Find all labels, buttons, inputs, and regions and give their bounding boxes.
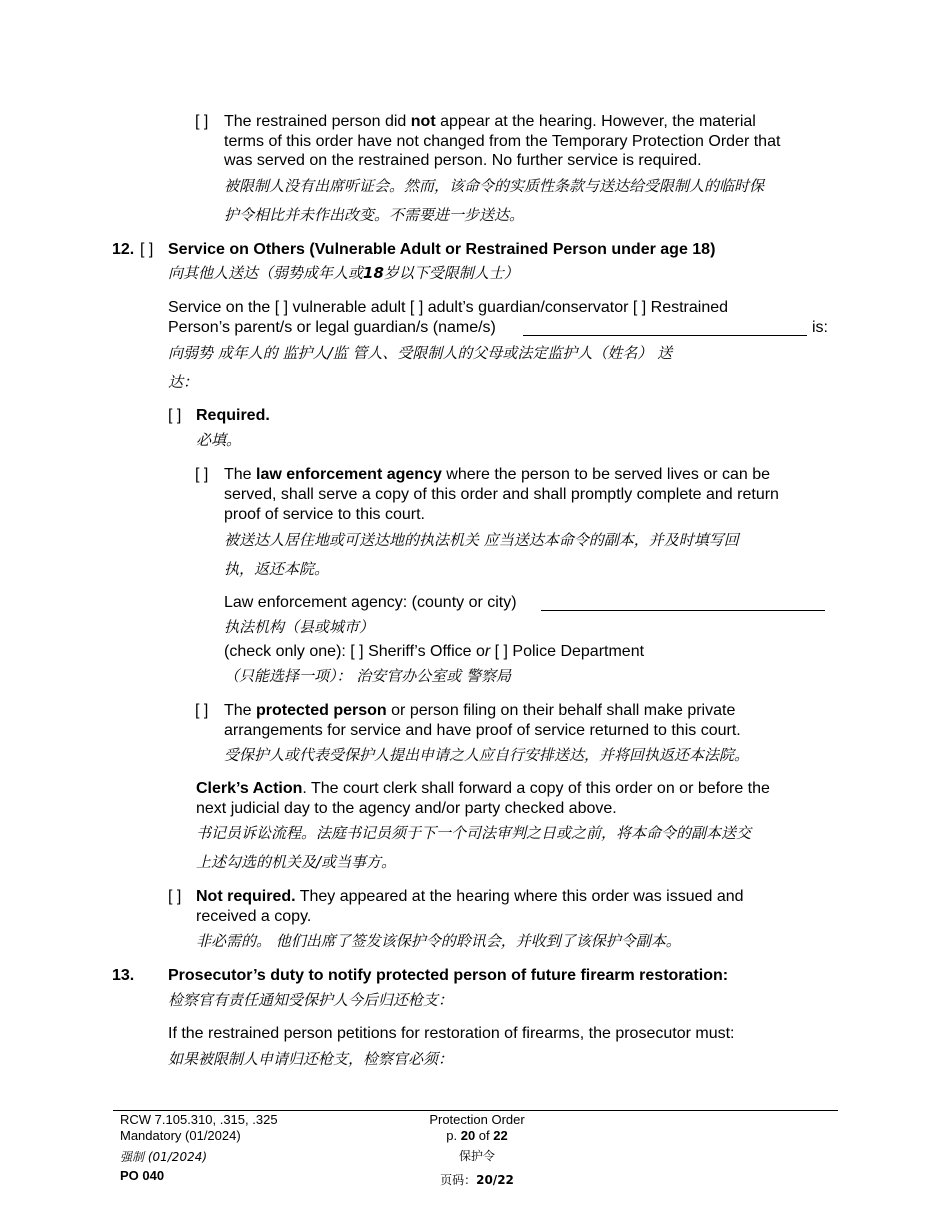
- not-required-zh: 非必需的。 他们出席了签发该保护令的聆讯会，并收到了该保护令副本。: [196, 932, 681, 950]
- page-total: 22: [493, 1128, 508, 1143]
- no-further-service-line-2: terms of this order have not changed from the Temporary Protection Order that: [224, 133, 781, 150]
- checkbox-no-further-service[interactable]: [ ]: [195, 113, 209, 130]
- footer-page-number: [377, 1128, 577, 1144]
- text-segment: 页码：: [440, 1173, 477, 1187]
- service-on-zh-2: 达：: [168, 373, 199, 391]
- not-required-line-1: [196, 887, 744, 907]
- text-segment: 20/22: [476, 1173, 514, 1187]
- agency-field[interactable]: [541, 610, 825, 611]
- clerk-action-heading: Clerk’s Action: [196, 780, 303, 797]
- required-label-zh: 必填。: [196, 431, 242, 449]
- text-segment: [ ] Police Department: [490, 643, 645, 660]
- footer-rcw: RCW 7.105.310, .315, .325: [120, 1112, 278, 1127]
- footer-divider: [113, 1110, 838, 1111]
- not-required-label: Not required.: [196, 888, 296, 905]
- footer-mandatory: Mandatory (01/2024): [120, 1128, 241, 1143]
- protected-person-zh: 受保护人或代表受保护人提出申请之人应自行安排送达，并将回执返还本法院。: [224, 746, 750, 764]
- section-13-number: 13.: [112, 967, 135, 984]
- section-13-title-zh: 检察官有责任通知受保护人今后归还枪支：: [168, 991, 454, 1009]
- text-segment: r: [484, 643, 491, 660]
- page-current: 20: [460, 1128, 476, 1143]
- checkbox-section-12[interactable]: [ ]: [140, 241, 154, 258]
- text-segment: (check only one): [ ] Sheriff’s Office o: [224, 643, 485, 660]
- section-13-body: If the restrained person petitions for restoration of firearms, the prosecutor must:: [168, 1025, 735, 1042]
- text-segment: of: [475, 1128, 494, 1143]
- footer-doc-title-zh: 保护令: [458, 1149, 495, 1163]
- protected-person-line-2: arrangements for service and have proof of service returned to this court.: [224, 722, 741, 739]
- service-on-line-1: Service on the [ ] vulnerable adult [ ] adult’s guardian/conservator [ ] Restrained: [168, 299, 729, 316]
- text-segment: appear at the hearing. However, the material: [435, 113, 756, 130]
- check-only-one-line: [224, 642, 644, 662]
- text-segment: They appeared at the hearing where this order was issued and: [295, 888, 744, 905]
- section-13-title: Prosecutor’s duty to notify protected person of future firearm restoration:: [168, 967, 729, 984]
- no-further-service-line-3: was served on the restrained person. No further service is required.: [224, 152, 702, 169]
- section-12-title-zh: [168, 263, 519, 283]
- guardian-name-field[interactable]: [523, 335, 807, 336]
- law-enforcement-zh-2: 执，返还本院。: [224, 560, 330, 578]
- text-segment: 向其他人送达（弱势成年人或: [168, 264, 364, 282]
- service-on-zh-1: 向弱势 成年人的 监护人/监 管人、受限制人的父母或法定监护人（姓名） 送: [168, 344, 673, 362]
- text-segment: or person filing on their behalf shall make private: [386, 702, 736, 719]
- text-segment: The: [224, 702, 257, 719]
- law-enforcement-zh-1: 被送达人居住地或可送达地的执法机关 应当送达本命令的副本，并及时填写回: [224, 531, 739, 549]
- text-segment: p.: [446, 1128, 461, 1143]
- checkbox-required[interactable]: [ ]: [168, 407, 182, 424]
- section-12-number: 12.: [112, 241, 135, 258]
- section-12-title: Service on Others (Vulnerable Adult or Restrained Person under age 18): [168, 241, 716, 258]
- clerk-action-zh-1: 书记员诉讼流程。法庭书记员须于下一个司法审判之日或之前，将本命令的副本送交: [196, 824, 752, 842]
- law-enforcement-agency-term: law enforcement agency: [256, 466, 442, 483]
- protected-person-line-1: [224, 701, 735, 721]
- service-on-line-2: Person’s parent/s or legal guardian/s (name/s): [168, 319, 496, 336]
- agency-label-zh: 执法机构（县或城市）: [224, 618, 375, 636]
- clerk-action-line-2: next judicial day to the agency and/or party checked above.: [196, 800, 617, 817]
- protected-person-term: protected person: [256, 702, 387, 719]
- text-segment: The restrained person did: [224, 113, 411, 130]
- footer-page-zh: [377, 1172, 577, 1188]
- law-enforcement-line-2: served, shall serve a copy of this order and shall promptly complete and return: [224, 486, 779, 503]
- service-on-is: is:: [812, 319, 828, 336]
- section-13-body-zh: 如果被限制人申请归还枪支，检察官必须：: [168, 1050, 454, 1068]
- no-further-service-zh-2: 护令相比并未作出改变。不需要进一步送达。: [224, 206, 525, 224]
- law-enforcement-line-3: proof of service to this court.: [224, 506, 425, 523]
- no-further-service-line-1: [224, 112, 756, 132]
- footer-mandatory-zh: 强制 (01/2024): [120, 1150, 208, 1164]
- footer-form-id: PO 040: [120, 1168, 165, 1183]
- agency-label: Law enforcement agency: (county or city): [224, 594, 517, 611]
- clerk-action-line-1: [196, 779, 770, 799]
- emphasis-not: not: [410, 113, 436, 130]
- text-segment: 18: [363, 264, 384, 282]
- checkbox-protected-person[interactable]: [ ]: [195, 702, 209, 719]
- text-segment: where the person to be served lives or can be: [441, 466, 771, 483]
- text-segment: 岁以下受限制人士）: [383, 264, 519, 282]
- not-required-line-2: received a copy.: [196, 908, 312, 925]
- text-segment: The: [224, 466, 257, 483]
- footer-doc-title: Protection Order: [429, 1112, 525, 1127]
- text-segment: . The court clerk shall forward a copy of this order on or before the: [302, 780, 770, 797]
- check-only-one-zh: （只能选择一项）： 治安官办公室或 警察局: [224, 667, 512, 685]
- checkbox-law-enforcement[interactable]: [ ]: [195, 466, 209, 483]
- required-label: Required.: [196, 407, 270, 424]
- law-enforcement-line-1: [224, 465, 770, 485]
- no-further-service-zh-1: 被限制人没有出席听证会。然而，该命令的实质性条款与送达给受限制人的临时保: [224, 177, 765, 195]
- clerk-action-zh-2: 上述勾选的机关及/或当事方。: [196, 853, 397, 871]
- checkbox-not-required[interactable]: [ ]: [168, 888, 182, 905]
